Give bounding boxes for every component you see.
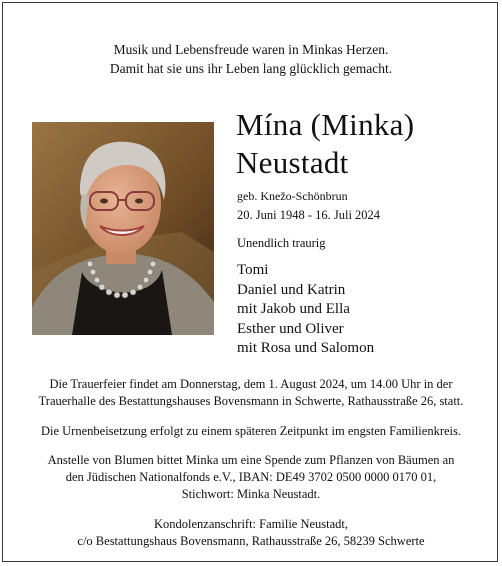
urn-burial-info xyxy=(0,423,502,440)
intro-line: Damit hat sie uns ihr Leben lang glücklich gemacht. xyxy=(109,61,393,76)
family-member: mit Rosa und Salomon xyxy=(237,340,375,356)
family-member: Esther und Oliver xyxy=(237,320,344,337)
intro-line: Musik und Lebensfreude waren in Minkas Herzen. xyxy=(113,42,389,57)
family-list xyxy=(237,261,374,359)
maiden-name: geb. Knežo-Schönbrun xyxy=(237,189,348,203)
name-first: Mína (Minka) xyxy=(236,107,415,142)
urn-line: Die Urnenbeisetzung erfolgt zu einem späteren Zeitpunkt im engsten Familienkreis. xyxy=(40,424,461,438)
donation-line: den Jüdischen Nationalfonds e.V., IBAN: DE49 3702 0500 0000 0170 01, xyxy=(65,470,437,484)
name-last: Neustadt xyxy=(236,145,349,180)
family-member: Tomi xyxy=(237,262,269,278)
family-member: mit Jakob und Ella xyxy=(237,301,350,317)
family-member: Daniel und Katrin xyxy=(237,281,346,298)
life-dates: 20. Juni 1948 - 16. Juli 2024 xyxy=(237,208,381,222)
portrait-illustration xyxy=(32,122,214,335)
funeral-line: Die Trauerfeier findet am Donnerstag, dem 1. August 2024, um 14.00 Uhr in der xyxy=(49,377,453,391)
intro-quote xyxy=(0,40,502,78)
funeral-info xyxy=(0,376,502,410)
deceased-name xyxy=(236,106,414,182)
donation-line: Anstelle von Blumen bittet Minka um eine Spende zum Pflanzen von Bäumen an xyxy=(47,453,455,467)
portrait-photo xyxy=(32,122,214,335)
donation-info xyxy=(0,452,502,503)
mourning-text: Unendlich traurig xyxy=(237,236,326,250)
condolence-line: Kondolenzanschrift: Familie Neustadt, xyxy=(153,517,349,531)
condolence-line: c/o Bestattungshaus Bovensmann, Rathausstraße 26, 58239 Schwerte xyxy=(77,534,425,548)
condolence-address xyxy=(0,516,502,550)
donation-line: Stichwort: Minka Neustadt. xyxy=(181,487,321,501)
funeral-line: Trauerhalle des Bestattungshauses Bovensmann in Schwerte, Rathausstraße 26, statt. xyxy=(38,394,464,408)
